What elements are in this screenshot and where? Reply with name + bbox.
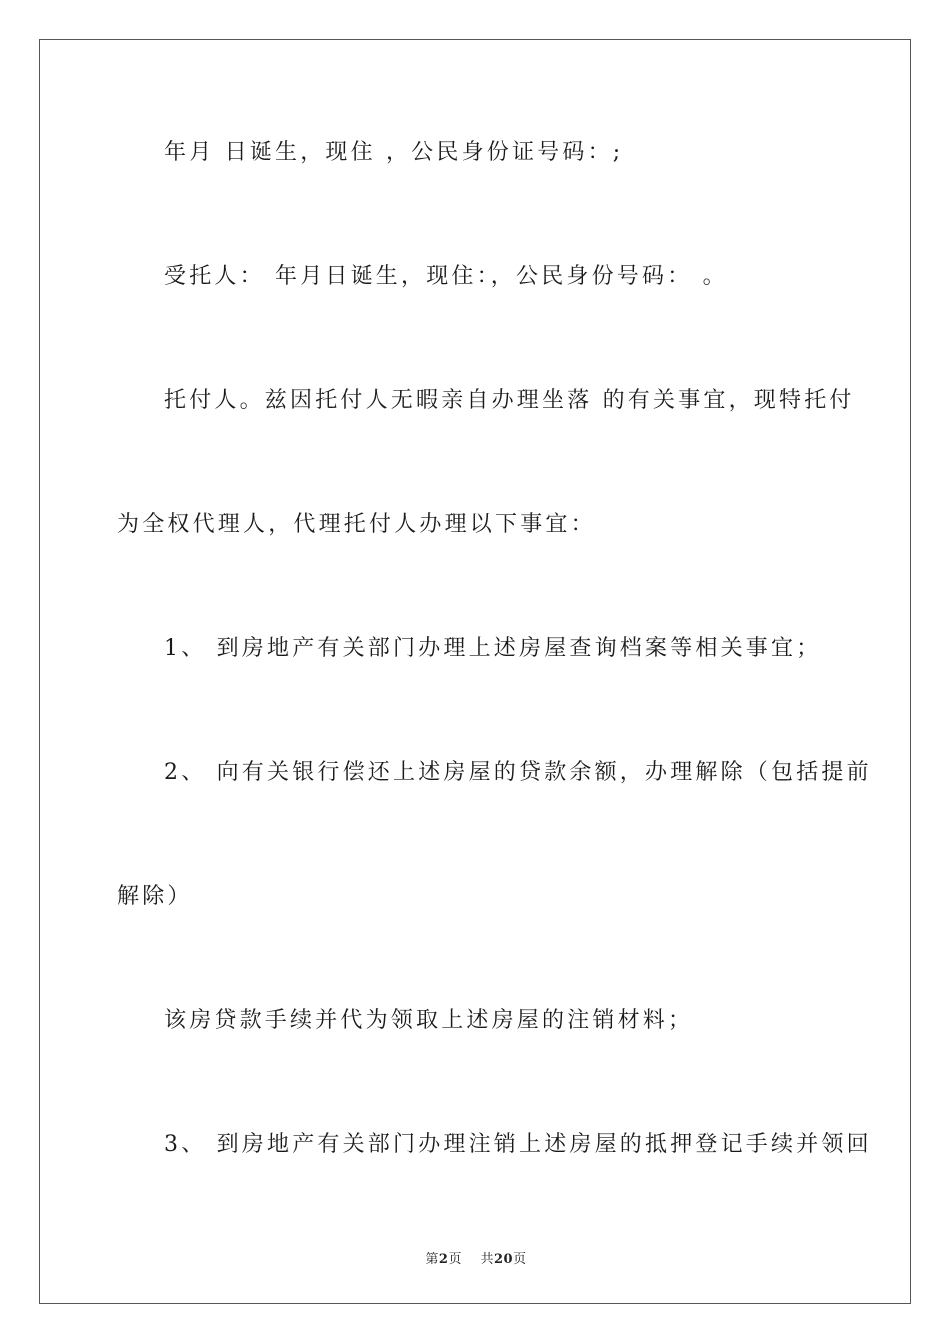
text-line-1: 年月 日诞生，现住 ，公民身份证号码：; <box>164 140 624 165</box>
footer-page-number: 2 <box>438 1252 449 1267</box>
text-line-8: 该房贷款手续并代为领取上述房屋的注销材料； <box>164 1008 694 1033</box>
text-line-3: 托付人。兹因托付人无暇亲自办理坐落 的有关事宜，现特托付 <box>164 388 855 413</box>
list-item-1: 1、 到房地产有关部门办理上述房屋查询档案等相关事宜； <box>164 636 822 661</box>
footer-total-number: 20 <box>494 1252 514 1267</box>
footer-total-suffix: 页 <box>513 1252 527 1267</box>
text-line-continuation: 解除） <box>117 884 193 909</box>
page-footer <box>40 1248 912 1267</box>
footer-page-prefix: 第 <box>425 1252 439 1267</box>
text-line-2: 受托人： 年月日诞生，现住：，公民身份号码： 。 <box>164 264 728 289</box>
footer-page-suffix: 页 <box>448 1252 462 1267</box>
text-line-4: 为全权代理人，代理托付人办理以下事宜： <box>117 512 596 537</box>
footer-total-prefix: 共 <box>480 1252 494 1267</box>
page-frame <box>39 39 911 1304</box>
list-item-2: 2、 向有关银行偿还上述房屋的贷款余额，办理解除（包括提前 <box>164 760 872 785</box>
list-item-3: 3、 到房地产有关部门办理注销上述房屋的抵押登记手续并领回 <box>164 1132 872 1157</box>
